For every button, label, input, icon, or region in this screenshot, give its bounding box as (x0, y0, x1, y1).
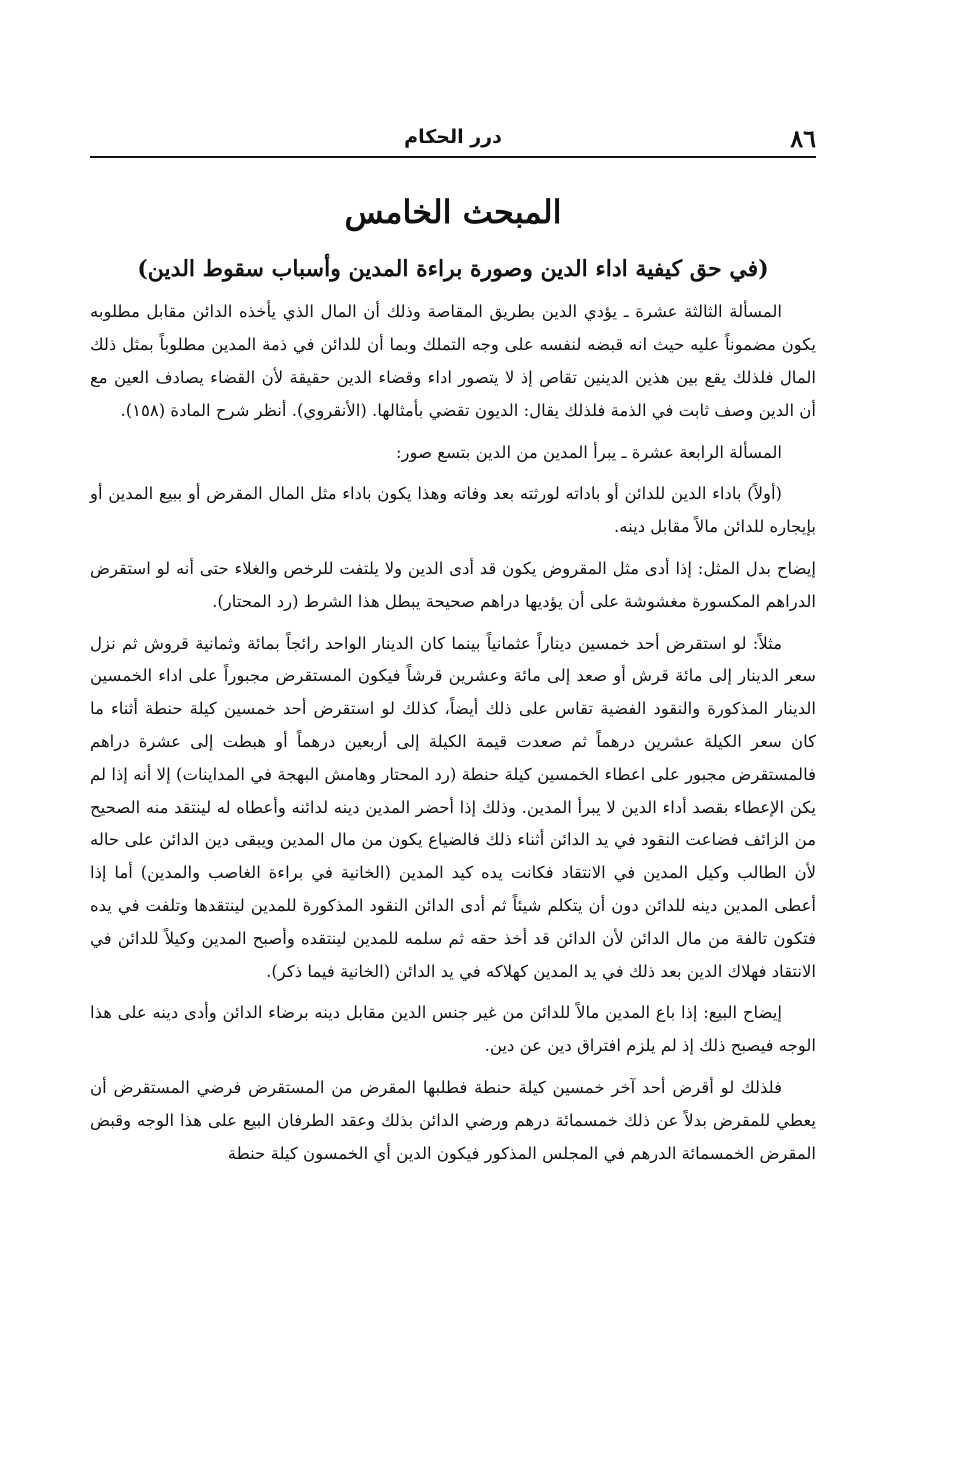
book-page (90, 118, 816, 1179)
section-title: المبحث الخامس (344, 193, 562, 231)
running-header (90, 118, 816, 158)
paragraph-issue-14: المسألة الرابعة عشرة ـ يبرأ المدين من الدين بتسع صور: (395, 442, 782, 462)
body-text (90, 296, 816, 1170)
book-title: درر الحكام (404, 126, 502, 148)
section-subtitle: (في حق كيفية اداء الدين وصورة براءة المدين وأسباب سقوط الدين) (137, 255, 769, 282)
paragraph-example: مثلاً: لو استقرض أحد خمسين ديناراً عثمانياً بينما كان الدينار الواحد رائجاً بمائة وثمانية قروش ثم نزل سعر الدينار إلى مائة قرش أو صعد إلى مائة وعشرين قرشاً فيكون المستقرض مجبوراً على اداء الخمسين الدينار المذكورة والنقود الفضية تقاس على ذلك أيضاً، كذلك لو استقرض أحد خمسين كيلة حنطة أثناء ما كان سعر الكيلة عشرين درهماً ثم صعدت قيمة الكيلة إلى أربعين درهماً أو هبطت إلى عشرة دراهم فالمستقرض مجبور على اعطاء الخمسين كيلة حنطة (رد المحتار وهامش البهجة في المداينات) إلا أنه إذا لم يكن الإعطاء بقصد أداء الدين لا يبرأ المدين. وذلك إذا أحضر المدين دينه لدائنه وأعطاه له لينتقد منه الصحيح من الزائف فضاعت النقود في يد الدائن أثناء ذلك فالضياع يكون من مال المدين ويبقى دين الدائن على حاله لأن الطالب وكيل المدين في الانتقاد فكانت يده كيد المدين (الخانية في براءة الغاصب والمدين) أما إذا أعطى المدين دينه للدائن دون أن يتكلم شيئاً ثم أدى الدائن النقود المذكورة للمدين لينتقدها وتلفت في يده فتكون تالفة من مال الدائن لأن الدائن قد أخذ حقه ثم سلمه للمدين لينتقده وأصبح المدين وكيلاً للدائن في الانتقاد فهلاك الدين بعد ذلك في يد المدين كهلاكه في يد الدائن (الخانية فيما ذكر). (90, 633, 816, 981)
paragraph-sale-explanation: إيضاح البيع: إذا باع المدين مالاً للدائن من غير جنس الدين مقابل دينه برضاء الدائن وأدى دينه على هذا الوجه فيصبح ذلك إذ لم يلزم افتراق دين عن دين. (90, 1003, 816, 1056)
paragraph-issue-13: المسألة الثالثة عشرة ـ يؤدي الدين بطريق المقاصة وذلك أن المال الذي يأخذه الدائن مقابل مطلوبه يكون مضموناً عليه حيث انه قبضه لنفسه على وجه التملك وبما أن للدائن في ذمة المدين مطلوباً بمثل ذلك المال فلذلك يقع بين هذين الدينين تقاص إذ لا يتصور اداء وقضاء الدين حقيقة لأن القضاء يصادف العين مع أن الدين وصف ثابت في الذمة فلذلك يقال: الديون تقضي بأمثالها. (الأنقروي). أنظر شرح المادة (١٥٨). (90, 302, 816, 420)
paragraph-equivalent-explanation: إيضاح بدل المثل: إذا أدى مثل المقروض يكون قد أدى الدين ولا يلتفت للرخص والغلاء حتى أنه لو استقرض الدراهم المكسورة مغشوشة على أن يؤديها دراهم صحيحة يبطل هذا الشرط (رد المحتار). (90, 558, 816, 611)
page-number: ٨٦ (790, 124, 816, 153)
paragraph-first-case: (أولاً) باداء الدين للدائن أو باداته لورثته بعد وفاته وهذا يكون باداء مثل المال المقرض أو ببيع المدين أو بإيجاره للدائن مالاً مقابل دينه. (90, 484, 816, 537)
paragraph-loan-example: فلذلك لو أقرض أحد آخر خمسين كيلة حنطة فطلبها المقرض من المستقرض فرضي المستقرض أن يعطي للمقرض بدلاً عن ذلك خمسمائة درهم ورضي الدائن بذلك وعقد الطرفان البيع على هذا الوجه وقبض المقرض الخمسمائة الدرهم في المجلس المذكور فيكون الدين أي الخمسون كيلة حنطة (90, 1077, 816, 1163)
